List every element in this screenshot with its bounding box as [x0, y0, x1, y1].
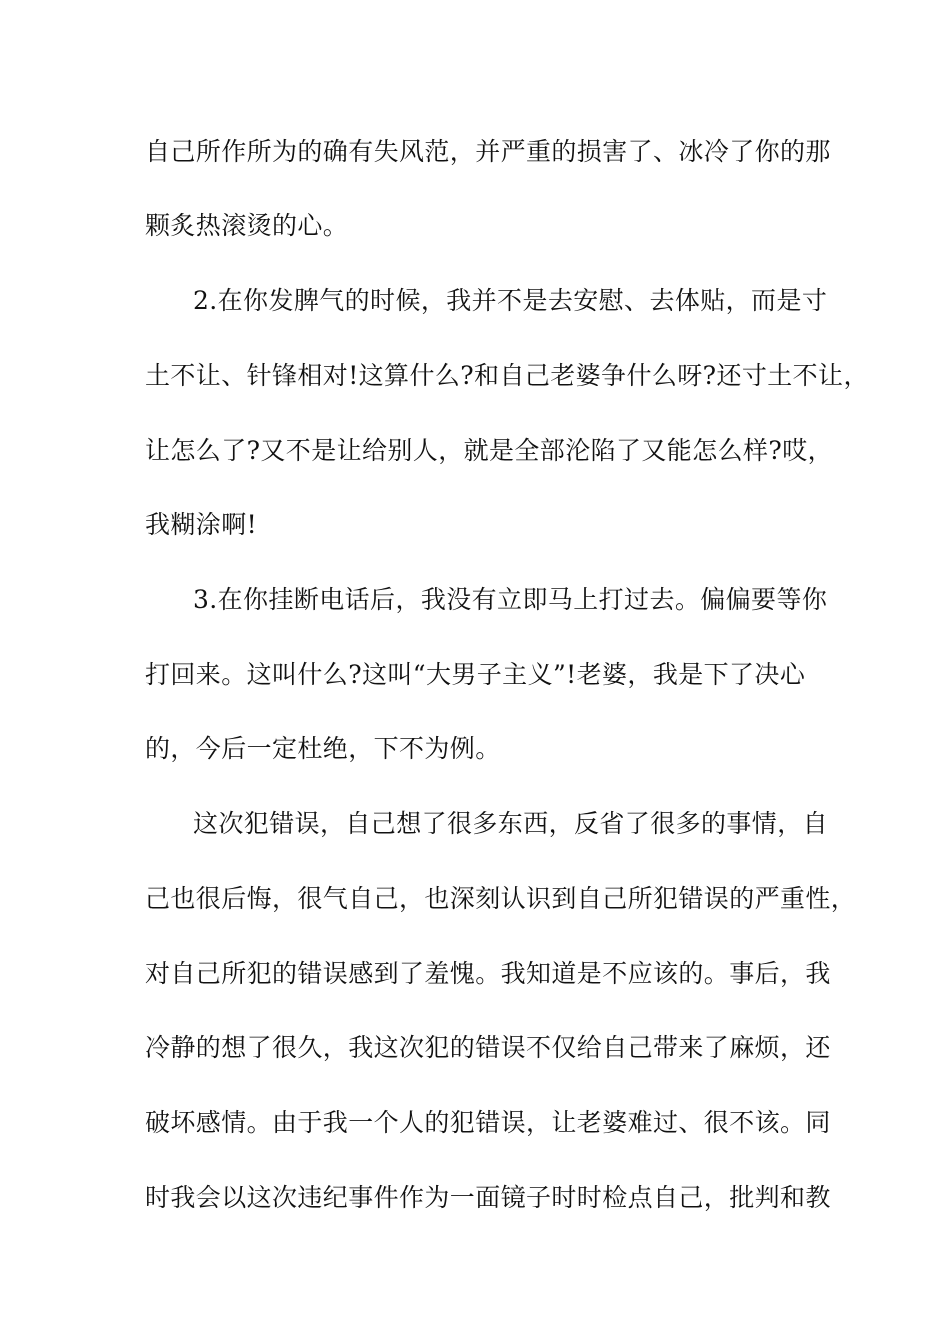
- text-line: 的，今后一定杜绝，下不为例。: [145, 734, 501, 763]
- text-line: 对自己所犯的错误感到了羞愧。我知道是不应该的。事后，我: [145, 959, 831, 988]
- text-line: 3.在你挂断电话后，我没有立即马上打过去。偏偏要等你: [193, 585, 828, 614]
- text-line: 让怎么了?又不是让给别人，就是全部沦陷了又能怎么样?哎，: [145, 436, 834, 465]
- text-line: 己也很后悔，很气自己，也深刻认识到自己所犯错误的严重性，: [145, 884, 857, 913]
- text-line: 打回来。这叫什么?这叫“大男子主义”!老婆，我是下了决心: [145, 660, 806, 689]
- text-line: 2.在你发脾气的时候，我并不是去安慰、去体贴，而是寸: [193, 286, 828, 315]
- text-line: 这次犯错误，自己想了很多东西，反省了很多的事情，自: [193, 809, 829, 838]
- text-line: 颗炙热滚烫的心。: [145, 211, 349, 240]
- text-line: 破坏感情。由于我一个人的犯错误，让老婆难过、很不该。同: [145, 1108, 831, 1137]
- text-line: 自己所作所为的确有失风范，并严重的损害了、冰冷了你的那: [145, 137, 831, 166]
- text-line: 冷静的想了很久，我这次犯的错误不仅给自己带来了麻烦，还: [145, 1033, 831, 1062]
- text-line: 土不让、针锋相对!这算什么?和自己老婆争什么呀?还寸土不让，: [145, 361, 869, 390]
- text-line: 我糊涂啊!: [145, 510, 258, 539]
- text-line: 时我会以这次违纪事件作为一面镜子时时检点自己，批判和教: [145, 1183, 831, 1212]
